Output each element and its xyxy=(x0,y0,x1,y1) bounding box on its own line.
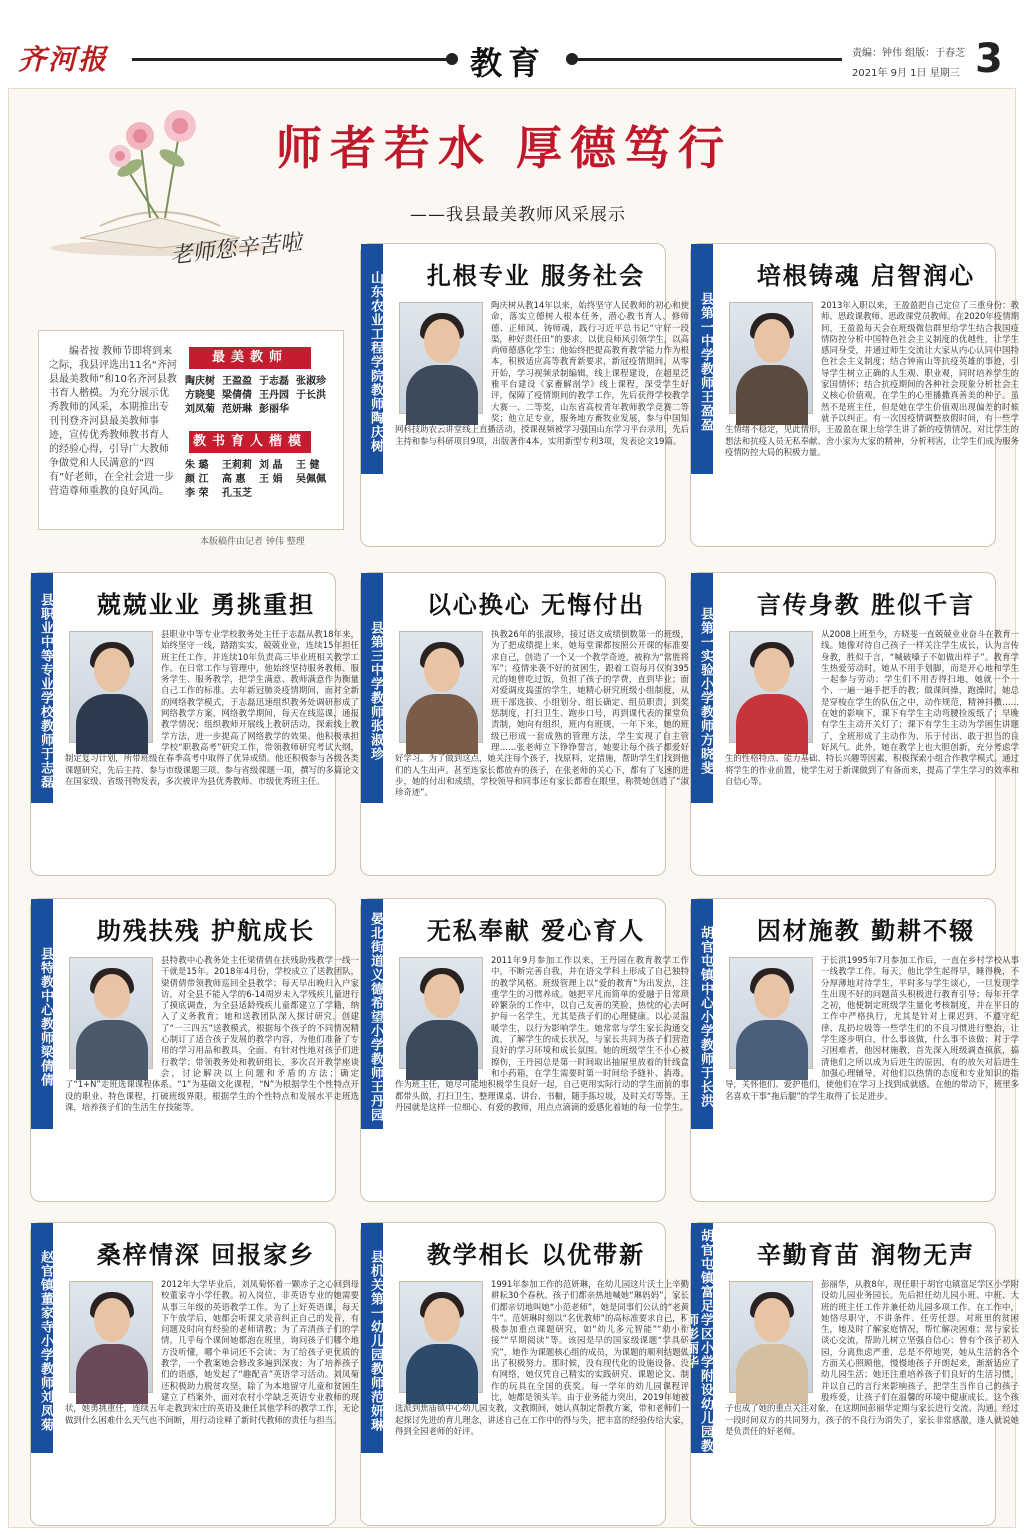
award-name: 于志磊 xyxy=(259,376,289,387)
award-name: 李 荣 xyxy=(185,488,209,499)
award-name: 王盈盈 xyxy=(222,376,252,387)
award-name: 张淑珍 xyxy=(296,376,326,387)
award-name: 方晓斐 xyxy=(185,390,215,401)
award-name: 朱 璐 xyxy=(185,460,209,471)
teacher-card xyxy=(30,898,359,1202)
teacher-card xyxy=(360,243,689,547)
card-body-text: 2013年入职以来，王盈盈把自己定位了三重身份：教师、思政课教师、思政课党员教师。在2020年疫情期间，王盈盈每天会在班级微信群里给学生结合我国疫情防控分析中国特色社会主义制度的优越性，让学生感同身受，并通过师生交流让大家从内心认同中国特色社会主义制度；结合钟南山等抗疫英雄的事迹，引导学生树立正确的人生观、职业观，同时培养学生的家国情怀；结合抗疫期间的各种社会现象分析社会主义核心价值观，在学生的心里播撒真善美的种子。虽然不是班主任，但是她在学生价值观出现偏差的时候就予以纠正。有一次因疫情调整放假时间，有一些学生情绪不稳定，见此情形，王盈盈在课上给学生讲了新的疫情情况，对比学生的想法和抗疫人员无私奉献、舍小家为大家的精神，分析利害，让学生们成为服务疫情防控大局的积极力量。 xyxy=(725,300,1019,457)
masthead xyxy=(0,0,1024,84)
card-title: 兢兢业业 勇挑重担 xyxy=(96,590,316,619)
teacher-label: 胡官屯镇富足学区小学附设幼儿园教师彭丽华 xyxy=(691,1223,713,1453)
editor-note-box xyxy=(38,330,344,530)
award-name: 刘凤菊 xyxy=(185,404,215,415)
card-title: 教学相长 以优带新 xyxy=(426,1240,646,1269)
teacher-card xyxy=(30,572,359,876)
card-body-text: 县特教中心教务处主任梁倩倩在扶残助残教学一线一干就是15年。2018年4月份，学校成立了送教团队，梁倩倩带领教师巡回全县教学；每天早出晚归入户家访，对全县不能入学的6-14周岁未入学残疾儿童进行了摸底调查，为全县适龄残疾儿童都建立了学籍，纳入了义务教育；她和送教团队深入探讨研究，创建了“一三四五”送教模式，根据每个孩子的不同情况精心制订了适合孩子发展的教学内容，为他们准备了专用的学习用品和教具，全面、有针对性地对孩子们进行教学；带领教务处和教研组长，多次召开教学座谈会，讨论解决以上问题和矛盾的方法；确定了“1+N”走班选课课程体系。“1”为基础文化课程，“N”为根据学生个性特点开设的职业、特色课程，打破班级界限，根据学生的个性特点和发展水平走班选课，培养孩子们的生活生存技能等。 xyxy=(65,955,359,1112)
card-title: 助残扶残 护航成长 xyxy=(96,916,316,945)
editor-credit: 本版稿件由记者 钟伟 整理 xyxy=(200,537,305,547)
masthead-rule-right xyxy=(574,58,842,61)
teacher-label: 县第一中学教师王盈盈 xyxy=(691,244,713,474)
award-name: 孔玉芝 xyxy=(222,488,252,499)
award-name: 王 娟 xyxy=(259,474,283,485)
card-body xyxy=(65,629,359,787)
award-title-best-teachers: 最美教师 xyxy=(189,347,311,369)
card-title: 言传身教 胜似千言 xyxy=(756,590,976,619)
award-name: 颜 江 xyxy=(185,474,209,485)
hero-subtitle: ——我县最美教师风采展示 xyxy=(410,205,626,225)
editor-line: 责编：钟伟 组版：于春芝 xyxy=(852,48,966,59)
card-body xyxy=(395,300,689,447)
teacher-label: 县机关第一幼儿园教师范妍琳 xyxy=(361,1223,383,1453)
teacher-label: 县第一实验小学教师方晓斐 xyxy=(691,573,713,803)
award-name: 彭丽华 xyxy=(259,404,289,415)
teacher-label: 县第三中学教师张淑珍 xyxy=(361,573,383,803)
card-body-text: 于长洪1995年7月参加工作后，一直在乡村学校从事一线教学工作。每天，他比学生起得早，睡得晚，不分厚薄地对待学生，平时多与学生谈心，一旦发现学生出现不好的问题苗头积极进行教育引导；每年开学之初，他便制定班级学生量化考核制度，并在平日的工作中严格执行，尤其是针对上课迟到、不遵守纪律、乱扔垃圾等一些学生们的不良习惯进行整治，让学生逐步明白，什么事该做，什么事不该做；对于学习困难者，他因材施教，首先深入班级调查摸底，搞清他们之所以成为后进生的原因，有的放矢对后进生加强心理辅导，对他们以热情的态度和专业知识的指导，关怀他们、爱护他们，使他们在学习上找到成就感。在他的带动下，班里多名喜欢干事“拖后腿”的学生取得了长足进步。 xyxy=(725,955,1019,1101)
teacher-label: 胡官屯镇中心小学教师于长洪 xyxy=(691,899,713,1129)
card-body-text: 执教26年的张淑珍，接过语文成绩倒数第一的班级，为了把成绩提上来，她每堂课都按照公开课的标准要求自己，创造了一个又一个教学奇迹，被称为“常胜将军”；疫情来袭不好的贫困生，跟着工资每月仅有395元的她曾吃过饭，负担了孩子的学费，直到毕业；面对爱调皮捣蛋的学生，她精心研究班级小组制度，从班干部选拔、小组划分、组长确定、组员职责，到奖惩制度，打扫卫生、跑步口号，再到课代表的课堂负责制，她向有组织，班内有班规，一年下来，她的班级已形成一套成熟的管理方法，学生实现了自主管理……张老师立下铮铮誓言，她要让每个孩子都爱好好学习。为了做到这点，她关注每个孩子，找原料，定措施，帮助学生们找到他们的人生出声。甚至连家长都放弃的孩子，在张老师的关心下，都有了飞速的进步，她的付出和成绩，学校领导和同事还有家长都看在眼里，称赞她创造了“淑珍奇迹”。 xyxy=(395,629,689,798)
award-name: 梁倩倩 xyxy=(222,390,252,401)
award-name: 王 健 xyxy=(296,460,320,471)
card-body xyxy=(395,1279,689,1437)
card-body xyxy=(725,955,1019,1102)
teacher-card xyxy=(690,243,1019,547)
card-body xyxy=(725,629,1019,787)
flower-caption: 老师您辛苦啦 xyxy=(169,230,304,269)
card-body-text: 陶庆树从教14年以来，始终坚守人民教师的初心和使命，落实立德树人根本任务，潜心教书育人，修师德、正师风、铸师魂，践行习近平总书记“守好一段渠，种好责任田”的要求，以优良师风引领学生，以高尚师德感化学生；他始终把提高教育教学能力作为根本，积极适应高等教育新要求，新冠疫情期间，从零开始，学习视频录制编辑，线上课程建设，在超星泛雅平台建设《家畜解剖学》线上课程，深受学生好评，保障了疫情期间的教学工作，先后获得学校教学大赛一、二等奖，山东省高校青年教师教学竞赛二等奖；他立足专业，服务地方畜牧业发展，参与中国知网科技助农云讲堂线上直播活动，授课视频被学习强国山东学习平台录用，先后主持和参与科研项目9项，出版著作4本，实用新型专利3项，发表论文19篇。 xyxy=(395,300,689,446)
card-body-text: 从2008上班至今，方晓斐一直兢兢业业奋斗在教育一线。她像对待自己孩子一样关注学生成长，认为言传身教，胜似千言，“喊破嗓子不如做出样子”。教育学生热爱劳动时，她从不用手划脚，而是开心地和学生一起参与劳动；学生们不用否得扫地，她就一个一个、一遍一遍手把手的教；做课间操，跑操时，她总是穿梭在学生的队伍之中，动作规范，精神抖擞……在她的影响下，课下有学生主动弯腰捡废纸了；早晚有学生主动开关灯了；课下有学生主动为学困生讲题了，全班形成了主动作为、乐于付出、敢于担当的良好风气。此外，她在教学上也大胆创新，充分考虑学生的性格特点、能力基础、特长兴趣等因素，积极探索小组合作教学模式。通过将学生的作业前置，使学生对于新课做到了有备而来，提高了学生学习的效率和自信心等。 xyxy=(725,629,1019,786)
section-title: 教育 xyxy=(470,44,547,82)
award-name: 王丹园 xyxy=(259,390,289,401)
award-title-model-teachers: 教书育人楷模 xyxy=(189,431,311,453)
teacher-label: 县特教中心教师梁倩倩 xyxy=(31,899,53,1129)
card-title: 因材施教 勤耕不辍 xyxy=(756,916,976,945)
award-name: 范妍琳 xyxy=(222,404,252,415)
hero-title: 师者若水 厚德笃行 xyxy=(276,121,733,175)
teacher-card xyxy=(690,572,1019,876)
award-name: 陶庆树 xyxy=(185,376,215,387)
card-title: 无私奉献 爱心育人 xyxy=(426,916,646,945)
teacher-card xyxy=(30,1222,359,1526)
award-name: 刘 晶 xyxy=(259,460,283,471)
newspaper-logo: 齐河报 xyxy=(18,43,109,76)
card-title: 培根铸魂 启智润心 xyxy=(756,261,976,290)
teacher-label: 晏北街道义德希望小学教师王丹园 xyxy=(361,899,383,1129)
award-names-model-teachers xyxy=(185,459,339,501)
card-title: 辛勤育苗 润物无声 xyxy=(756,1240,976,1269)
card-title: 桑梓情深 回报家乡 xyxy=(96,1240,316,1269)
editor-note: 编者按 教师节即将到来之际，我县评选出11名“齐河县最美教师”和10名齐河县教书育人楷模。为充分展示优秀教师的风采，本期推出专刊刊登齐河县最美教师事迹，宣传优秀教师教书育人的经验心得，引导广大教师争做党和人民满意的“四有”好老师，在全社会进一步营造尊师重教的良好风尚。 xyxy=(49,346,177,497)
teacher-card xyxy=(360,572,689,876)
teacher-label: 县职业中等专业学校教师于志磊 xyxy=(31,573,53,803)
teacher-card xyxy=(360,898,689,1202)
card-body xyxy=(65,955,359,1113)
card-body xyxy=(395,629,689,798)
card-body-text: 1991年参加工作的范妍琳，在幼儿园这片沃土上辛勤耕耘30个春秋。孩子们都亲热地喊她“琳妈妈”，家长们都亲切地叫她“小范老师”，她是同事们公认的“老黄牛”。范妍琳时刻以“名优教师”的高标准要求自己，积极参加重点课题研究，如“幼儿多元智能”“幼小衔接”“早期阅读”等。该园是早的国家级课题“学具研究”，她作为课题核心组的成员，为课题的顺利结题做出了积极努力。那时候，没有现代化的设施设备、没有网络，她仅凭自己精实的实践研究、课题论文、制作的玩具在全国的获奖。每一学年的幼儿园课程评比，她都是领头羊。由于业务能力突出，2019年她被选派到焦庙镇中心幼儿园支教，文教期间，她认真制定帮教方案，带和老师们一起探讨先进的育儿理念，讲述自己在工作中的得与失，把丰富的经验传给大家，得到全园老师的好评。 xyxy=(395,1279,689,1436)
card-body xyxy=(395,955,689,1113)
card-body-text: 彭丽华，从教8年，现任职于胡官屯镇富足学区小学附设幼儿园业务园长。先后担任幼儿园小班、中班、大班的班主任工作并兼任幼儿园多项工作。在工作中，她恪尽职守，不讲条件、任劳任怨。对班里的贫困生，她及时了解家庭情况，帮忙解决困难；常与家长谈心交流，帮助儿树立坚强自信心；曾有个孩子初入园，分离焦虑严重，总是不停地哭，她从生活的各个方面关心照顾他，慢慢地孩子开朗起来，渐渐适应了幼儿园生活；她还注重培养孩子们良好的生活习惯，并以自己的言行来影响孩子，把学生当作自己的孩子般疼爱，让孩子们在温馨的环境中健康成长。这个孩子也成了她的重点关注对象，在这期间彭丽华定期与家长进行交流、沟通。经过一段时间双方的共同努力，孩子的不良行为消失了，家长非常感激，逢人就说她是负责任的好老师。 xyxy=(725,1279,1019,1436)
teacher-label: 赵官镇董家寺小学教师刘凤菊 xyxy=(31,1223,53,1453)
award-names-best-teachers xyxy=(185,375,339,417)
award-name: 王莉莉 xyxy=(222,460,252,471)
teacher-card xyxy=(690,898,1019,1202)
card-title: 以心换心 无悔付出 xyxy=(426,590,646,619)
masthead-rule-left xyxy=(132,58,450,61)
issue-date: 2021年 9月 1日 星期三 xyxy=(852,68,960,79)
page-number: 3 xyxy=(975,36,1003,82)
card-body xyxy=(65,1279,359,1426)
award-name: 吴佩佩 xyxy=(296,474,326,485)
card-body-text: 2012年大学毕业后，刘凤菊怀着一颗赤子之心回到母校董家寺小学任教。初入岗位，非英语专业的她需要从事三年级的英语教学工作。为了上好英语课，每天下午放学后，她都会听课文录音纠正自己的发音，有问题及时向有经验的老师请教；为了弄清孩子们的学情，几乎每个课间她都泡在班里，询问孩子们哪个地方没听懂，哪个单词还不会读；为了给孩子更优质的教学，一个教案她会修改多遍到深夜；为了培养孩子们的语感，她发起了“趣配音”英语学习活动。刘凤菊还积极助力脱贫攻坚，除了为本地留守儿童和贫困生建立了档案外，面对农村小学缺乏英语专业教师的现状，她勇挑重任，连续五年走教到宋庄的英语及兼任其他学科的教学工作，无论做到什么困难什么天气也不间断，用行动诠释了新时代教师的责任与担当。 xyxy=(65,1279,359,1425)
teacher-label: 山东农业工程学院教师陶庆树 xyxy=(361,244,383,474)
card-body xyxy=(725,1279,1019,1437)
award-name: 于长洪 xyxy=(296,390,326,401)
card-title: 扎根专业 服务社会 xyxy=(426,261,646,290)
teacher-card xyxy=(683,1222,1019,1526)
award-name: 高 惠 xyxy=(222,474,246,485)
card-body-text: 2011年9月参加工作以来，王丹园在教育教学工作中，不断完善自我，并在语文学科上形成了自己独特的教学风格。班级管理上以“爱的教育”为出发点，注重学生的习惯养成。她把平凡而简单的爱融于日常琐碎繁杂的工作中，以自己友善的笑脸，热忱的心去呵护每一名学生，尤其是孩子们的心理健康。以心灵温暖学生，以行为影响学生。她常常与学生家长沟通交流，了解学生的成长状况，与家长共同为孩子们营造良好的学习环境和成长氛围。她的班级学生不小心被擦伤，王丹园总是第一时间取出抽屉里放着的针线盒和小药箱，在学生需要时第一时间给予缝补、消毒。作为班主任，她尽可能地积极学生良好一起，自己更用实际行动的学生面前的事都带头做，打扫卫生、整理课桌、讲台、书橱，随手拣垃圾，及时关灯等等。王丹园就是这样一位细心、有爱的教师，用点点滴滴的爱感化着她的每一位学生。 xyxy=(395,955,689,1112)
card-body xyxy=(725,300,1019,458)
card-body-text: 县职业中等专业学校教务处主任于志磊从教18年来，始终坚守一线，踏踏实实，兢兢业业，连续15年担任班主任工作，并连续10年负责高三毕业班相关教学工作。在日常工作与管理中，他始终坚持服务教师、服务学生、服务教学，把学生满意、教师满意作为衡量自己工作的标准。去年新冠肺炎疫情期间，面对全新的网络教学模式，于志磊迅速组织教务处调研形成了网络教学方案，网络教学期间，每天在线巡课，通报教学情况；组织教师开展线上教研活动，探索线上教学方法，进一步提高了网络教学的效果。他积极承担学校“职教高考”研究工作，带领教师研究考试大纲，制定复习计划，所带班级在春季高考中取得了优异成绩。他还积极参与各级各类课题研究，先后主持、参与市级课题三项、参与省级课题一项，撰写的多篇论文在国家级、省级刊物发表，多次被评为县优秀教师、市级优秀班主任。 xyxy=(65,629,359,786)
teacher-card xyxy=(360,1222,689,1526)
